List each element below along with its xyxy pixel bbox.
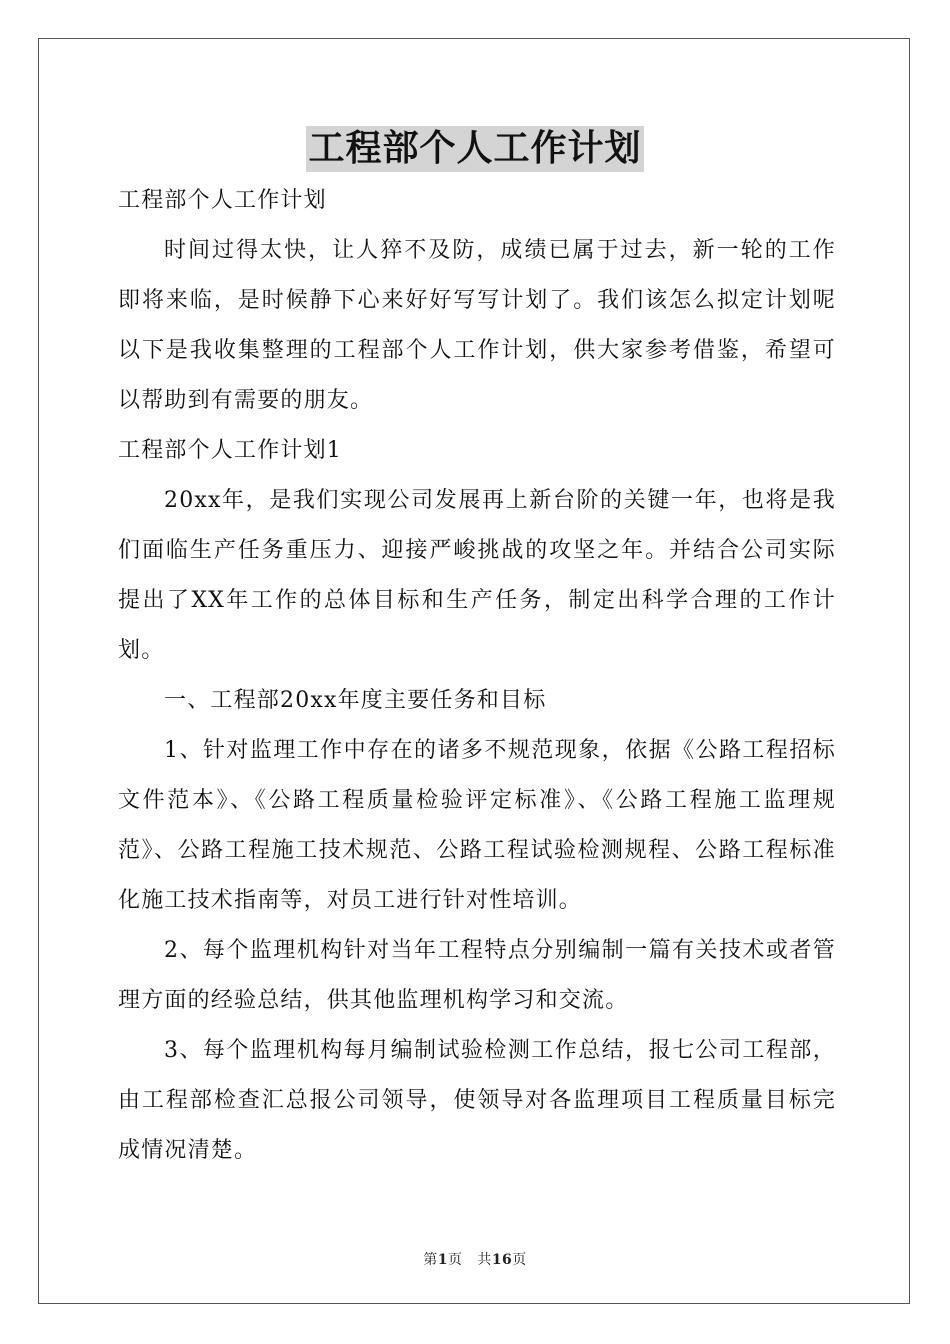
intro-paragraph: 时间过得太快，让人猝不及防，成绩已属于过去，新一轮的工作即将来临，是时候静下心来好好写写计划了。我们该怎么拟定计划呢以下是我收集整理的工程部个人工作计划，供大家参考借鉴，希望可以帮助到有需要的朋友。 — [118, 238, 836, 413]
footer-page-unit: 页 — [447, 1252, 463, 1268]
footer-total-prefix: 共 — [477, 1252, 492, 1268]
footer-prefix: 第 — [423, 1252, 438, 1268]
list-item-3: 3、每个监理机构每月编制试验检测工作总结，报七公司工程部，由工程部检查汇总报公司领导，使领导对各监理项目工程质量目标完成情况清楚。 — [118, 1038, 836, 1163]
subsection-heading: 一、工程部20xx年度主要任务和目标 — [164, 688, 547, 713]
title-container — [0, 126, 950, 172]
footer-page-number: 1 — [437, 1252, 448, 1268]
document-body — [118, 176, 836, 1176]
list-item-2: 2、每个监理机构针对当年工程特点分别编制一篇有关技术或者管理方面的经验总结，供其他监理机构学习和交流。 — [118, 938, 836, 1013]
footer-total-pages: 16 — [491, 1252, 513, 1268]
footer-total-unit: 页 — [512, 1252, 527, 1268]
body-paragraph: 20xx年，是我们实现公司发展再上新台阶的关键一年，也将是我们面临生产任务重压力、迎接严峻挑战的攻坚之年。并结合公司实际提出了XX年工作的总体目标和生产任务，制定出科学合理的工作计划。 — [118, 488, 836, 663]
subtitle-paragraph: 工程部个人工作计划 — [118, 188, 327, 213]
document-title: 工程部个人工作计划 — [306, 126, 643, 172]
page-footer — [0, 1249, 950, 1269]
section-heading: 工程部个人工作计划1 — [118, 438, 342, 463]
list-item-1: 1、针对监理工作中存在的诸多不规范现象，依据《公路工程招标文件范本》、《公路工程质量检验评定标准》、《公路工程施工监理规范》、公路工程施工技术规范、公路工程试验检测规程、公路工程标准化施工技术指南等，对员工进行针对性培训。 — [118, 738, 836, 913]
